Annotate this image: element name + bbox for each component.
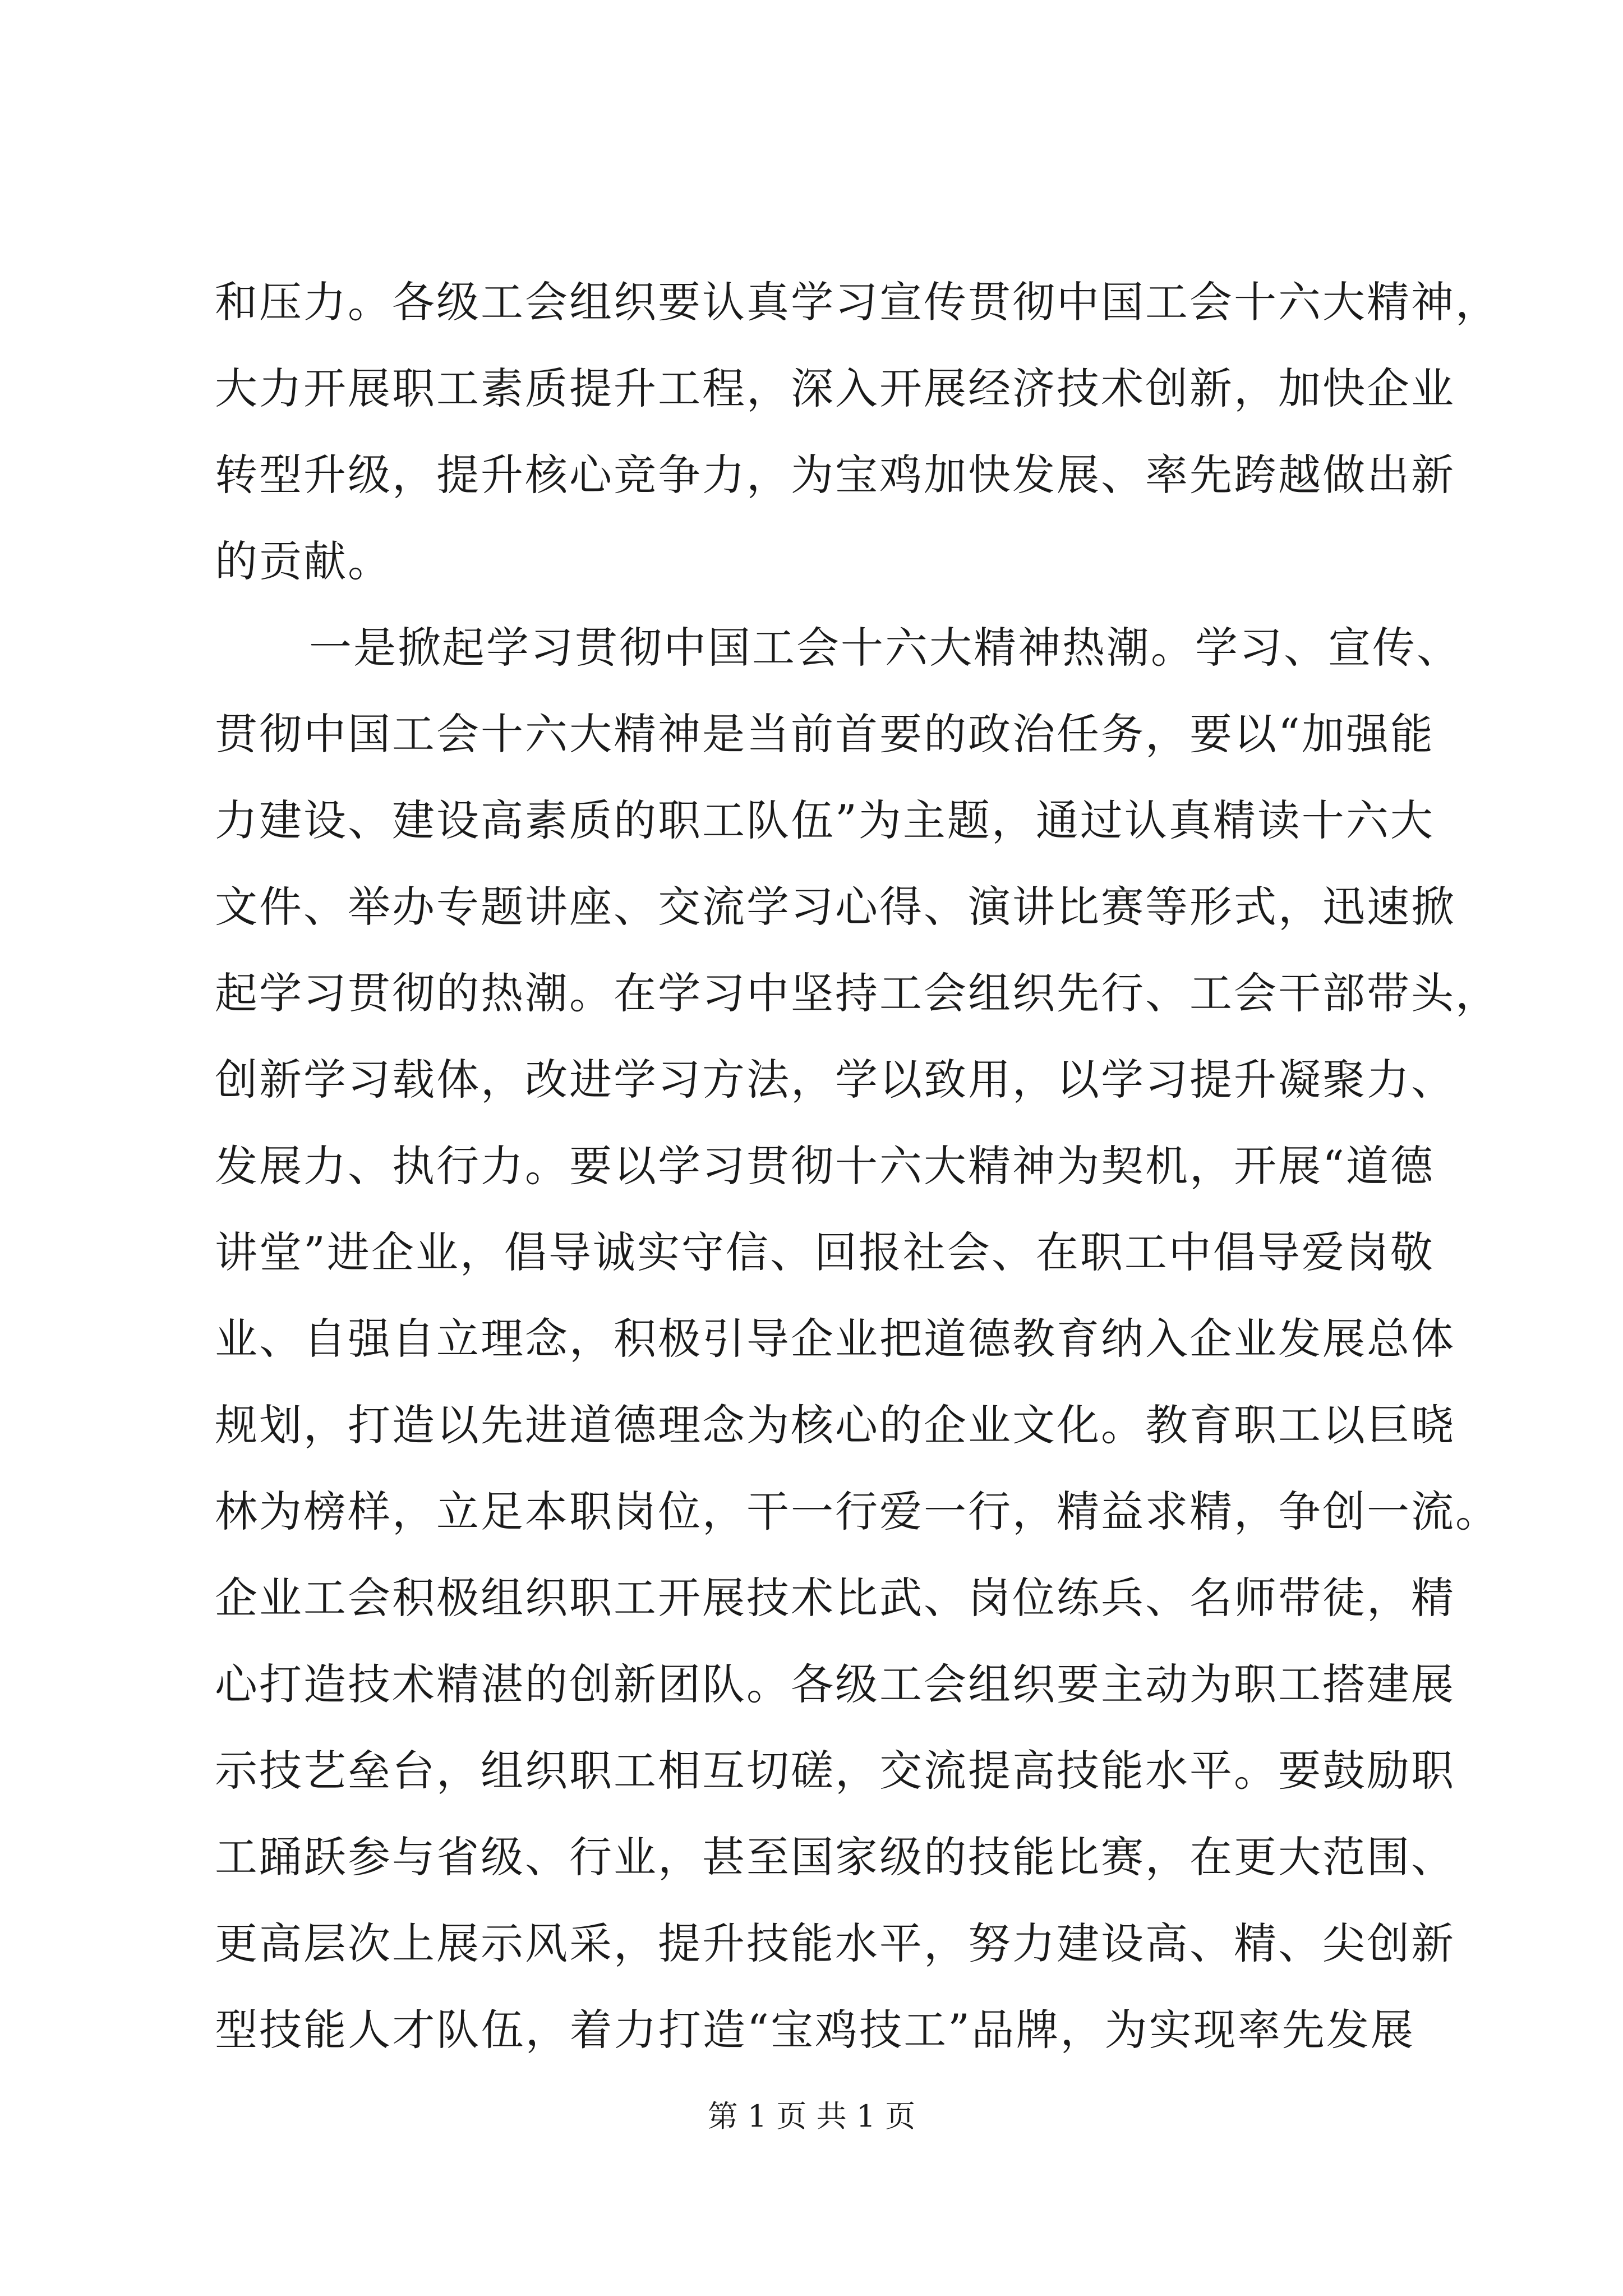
- text-line: 示技艺垒台，组织职工相互切磋，交流提高技能水平。要鼓励职: [215, 1746, 1455, 1796]
- text-line: 的贡献。: [215, 536, 392, 586]
- text-line: 讲堂”进企业，倡导诚实守信、回报社会、在职工中倡导爱岗敬: [215, 1227, 1435, 1277]
- text-line: 工踊跃参与省级、行业，甚至国家级的技能比赛，在更大范围、: [215, 1832, 1455, 1882]
- text-line: 创新学习载体，改进学习方法，学以致用，以学习提升凝聚力、: [215, 1055, 1455, 1105]
- text-line: 力建设、建设高素质的职工队伍”为主题，通过认真精读十六大: [215, 795, 1435, 845]
- text-line: 贯彻中国工会十六大精神是当前首要的政治任务，要以“加强能: [215, 709, 1435, 759]
- text-line: 企业工会积极组织职工开展技术比武、岗位练兵、名师带徒，精: [215, 1573, 1455, 1623]
- text-line: 转型升级，提升核心竞争力，为宝鸡加快发展、率先跨越做出新: [215, 450, 1455, 500]
- text-line: 大力开展职工素质提升工程，深入开展经济技术创新，加快企业: [215, 364, 1455, 413]
- text-line: 业、自强自立理念，积极引导企业把道德教育纳入企业发展总体: [215, 1314, 1455, 1364]
- text-line: 发展力、执行力。要以学习贯彻十六大精神为契机，开展“道德: [215, 1141, 1435, 1191]
- text-line: 起学习贯彻的热潮。在学习中坚持工会组织先行、工会干部带头，: [215, 968, 1500, 1018]
- text-line: 规划，打造以先进道德理念为核心的企业文化。教育职工以巨晓: [215, 1400, 1455, 1450]
- paragraph-first-line: 一是掀起学习贯彻中国工会十六大精神热潮。学习、宣传、: [309, 623, 1461, 673]
- text-line: 和压力。各级工会组织要认真学习宣传贯彻中国工会十六大精神，: [215, 277, 1500, 327]
- text-line: 型技能人才队伍，着力打造“宝鸡技工”品牌，为实现率先发展: [215, 2005, 1415, 2055]
- text-line: 更高层次上展示风采，提升技能水平，努力建设高、精、尖创新: [215, 1918, 1455, 1968]
- text-line: 林为榜样，立足本职岗位，干一行爱一行，精益求精，争创一流。: [215, 1487, 1500, 1536]
- document-body: [215, 259, 1500, 2073]
- text-line: 文件、举办专题讲座、交流学习心得、演讲比赛等形式，迅速掀: [215, 882, 1455, 932]
- text-line: 心打造技术精湛的创新团队。各级工会组织要主动为职工搭建展: [215, 1659, 1455, 1709]
- page-number-footer: 第 1 页 共 1 页: [707, 2099, 916, 2134]
